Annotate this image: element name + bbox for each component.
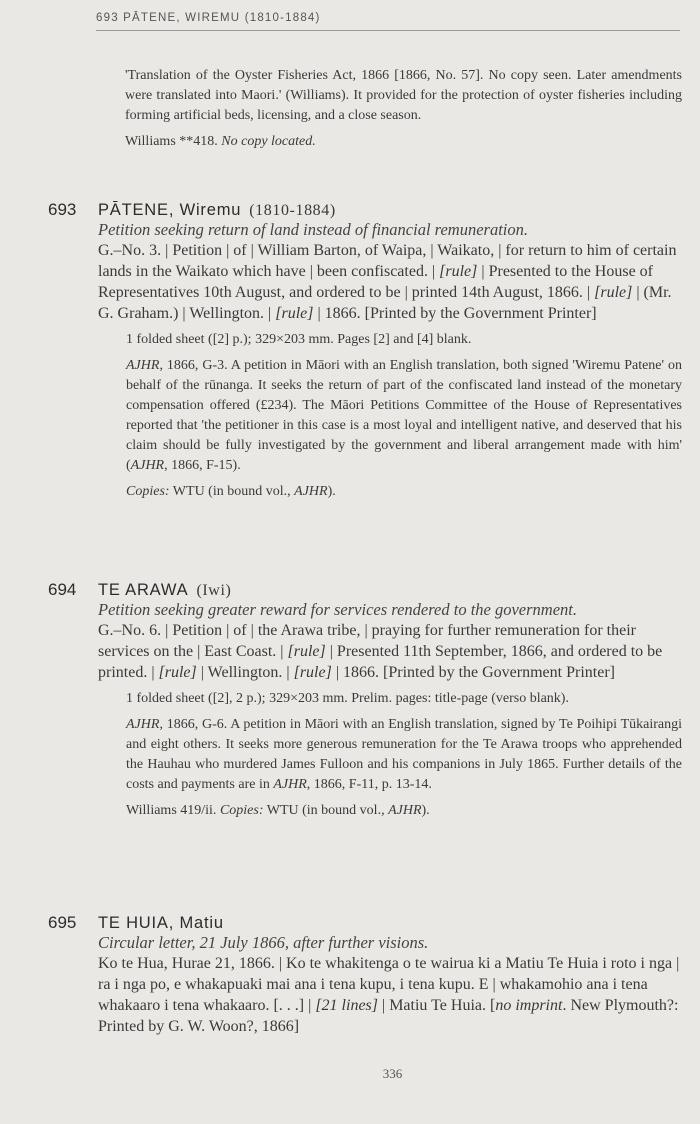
text-run: | Presented to the House of Representatives 10th August, and ordered to be | printed 14th August, 1866. | [98,263,653,301]
entry-heading [48,200,682,220]
text-run: | Wellington. | [196,664,294,681]
text-run: ). [421,803,430,818]
entry-695 [48,913,682,1037]
carryover-reference [125,132,682,152]
entry-693 [48,200,682,508]
entry-subtitle: Petition seeking greater reward for services rendered to the government. [98,600,577,619]
entry-note [126,715,682,795]
text-run: G.–No. 6. | Petition | of | the Arawa tribe, | praying for further remuneration for their services on the | East Coast. | [98,622,636,660]
entry-dates: (1810-1884) [249,202,336,219]
italic-text: AJHR [294,484,328,499]
text-run: | (Mr. G. Graham.) | Wellington. | [98,284,672,322]
italic-text: [rule] [158,664,197,681]
entry-notes [126,330,682,502]
italic-text: no imprint [495,997,563,1014]
text-run: WTU (in bound vol., [169,484,295,499]
running-head: 693 PĀTENE, WIREMU (1810-1884) [96,12,680,31]
entry-name: PĀTENE, Wiremu [98,201,242,219]
text-run: . New Plymouth?: Printed by G. W. Woon?, 1866] [98,997,679,1035]
text-run: Williams 419/ii. [126,803,220,818]
text-run: G.–No. 3. | Petition | of | William Barton, of Waipa, | Waikato, | for return to him of certain lands in the Waikato which have | been confiscated. | [98,242,677,280]
italic-text: Copies: [126,484,170,499]
italic-text: [rule] [275,305,314,322]
entry-694 [48,580,682,827]
entry-collation: 1 folded sheet ([2] p.); 329×203 mm. Pages [2] and [4] blank. [126,332,472,347]
page-number: 336 [382,1066,403,1081]
italic-text: [rule] [287,643,326,660]
entry-heading [48,913,682,933]
entry-name: TE HUIA, Matiu [98,914,224,932]
carryover-description: 'Translation of the Oyster Fisheries Act, 1866 [1866, No. 57]. No copy seen. Later amendments were translated into Maori.' (Williams). It provided for the protection of oyster fisheries including forming artificial beds, licensing, and a close season. [125,68,682,123]
entry-copies [126,482,682,502]
italic-text: AJHR [273,777,307,792]
text-run: | 1866. [Printed by the Government Printer] [313,305,597,322]
text-run: , 1866, F-11, p. 13-14. [306,777,432,792]
entry-dates: (Iwi) [196,582,232,599]
text-run: WTU (in bound vol., [263,803,389,818]
italic-text: [rule] [293,664,332,681]
italic-text: Copies: [219,803,264,818]
text-run: | 1866. [Printed by the Government Printer] [331,664,615,681]
italic-text: [rule] [439,263,478,280]
entry-note [126,356,682,476]
entry-name: TE ARAWA [98,581,189,599]
entry-copies [126,801,682,821]
entry-transcript [98,953,682,1037]
text-run: Ko te Hua, Hurae 21, 1866. | Ko te whakitenga o te wairua ki a Matiu Te Huia i roto i nga | ra i nga po, e whakapuaki mai ana i tena kupu, i tena kupu. E | whakamohio ana i tena whakaaro i tena whakaaro. [. . .] | [98,955,680,1014]
text-run: , 1866, G-3. A petition in Māori with an English translation, both signed 'Wiremu Patene' on behalf of the rūnanga. It seeks the return of part of the confiscated land instead of the monetary compensation offered (£234). The Māori Petitions Committee of the House of Representatives reported that 'the petitioner in this case is a most loyal and intelligent native, and deserved that his claim should be fully investigated by the government and liberal arrangement made with him' ( [126,358,682,473]
italic-text: AJHR [388,803,422,818]
entry-number: 694 [48,580,77,599]
italic-text: [21 lines] [315,997,378,1014]
entry-number: 693 [48,200,77,219]
entry-transcript [98,240,682,324]
text-run: | Presented 11th September, 1866, and ordered to be printed. | [98,643,663,681]
text-run: ). [327,484,336,499]
italic-text: AJHR [130,458,165,473]
italic-text: AJHR [126,358,160,373]
entry-number: 695 [48,913,77,932]
italic-text: AJHR [126,717,160,732]
text-run: | Matiu Te Huia. [ [378,997,496,1014]
carryover-entry [125,66,682,152]
text-run: , 1866, F-15). [164,458,241,473]
carryover-ref: Williams **418. [125,134,218,149]
entry-notes [126,689,682,821]
entry-subtitle: Circular letter, 21 July 1866, after further visions. [98,933,429,952]
carryover-ref-note: No copy located. [221,134,316,149]
entry-transcript [98,620,682,683]
entry-collation: 1 folded sheet ([2], 2 p.); 329×203 mm. Prelim. pages: title-page (verso blank). [126,691,569,706]
text-run: , 1866, G-6. A petition in Māori with an English translation, signed by Te Poihipi Tūkairangi and eight others. It seeks more generous remuneration for the Te Arawa troops who apprehended the Hauhau who murdered James Fulloon and his companions in July 1865. Further details of the costs and payments are in [126,717,682,792]
entry-subtitle: Petition seeking return of land instead of financial remuneration. [98,220,529,239]
italic-text: [rule] [594,284,633,301]
entry-heading [48,580,682,600]
